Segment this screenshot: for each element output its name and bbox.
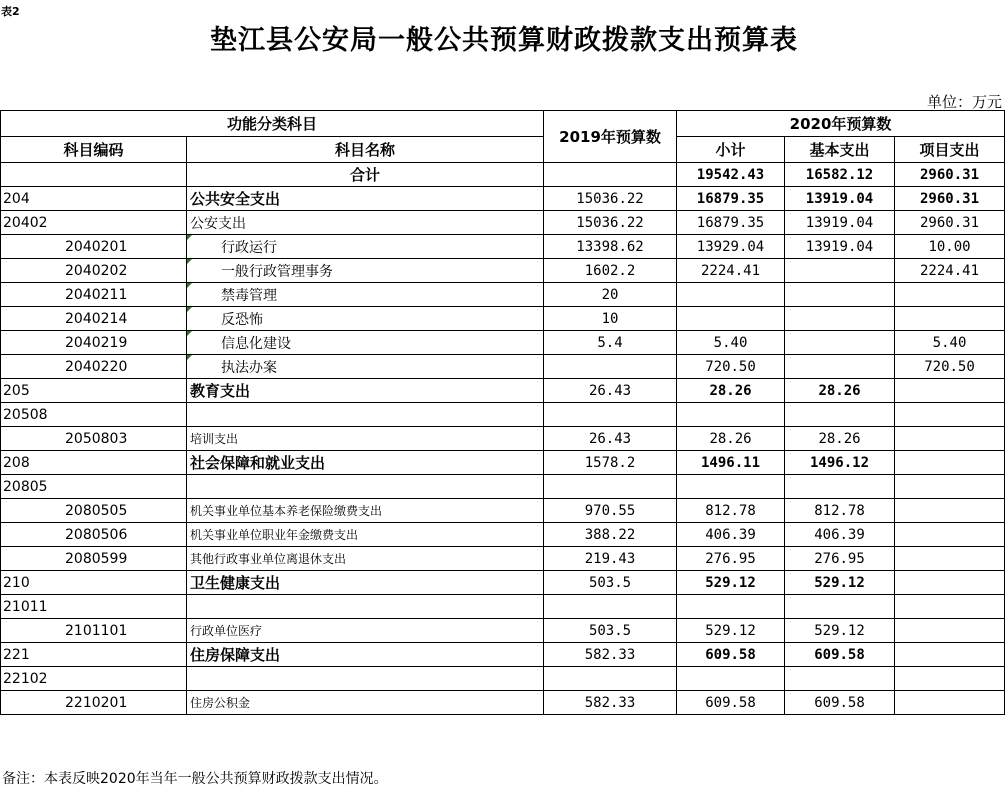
row-name-text: 公安支出: [190, 215, 246, 232]
row-name-text: 教育支出: [190, 382, 251, 400]
row-code: 2040202: [1, 259, 187, 283]
total-2019: [544, 163, 677, 187]
row-basic: [785, 307, 895, 331]
table-row: [1, 283, 1005, 307]
row-basic: 28.26: [785, 427, 895, 451]
row-basic: 13919.04: [785, 187, 895, 211]
row-subtotal: 529.12: [677, 571, 785, 595]
row-name: [187, 211, 544, 235]
row-project: [895, 283, 1005, 307]
row-subtotal: 28.26: [677, 427, 785, 451]
row-subtotal: 1496.11: [677, 451, 785, 475]
row-name: [187, 403, 544, 427]
row-name-text: 其他行政事业单位离退休支出: [190, 552, 347, 566]
row-subtotal: 16879.35: [677, 211, 785, 235]
row-code: 2210201: [1, 691, 187, 715]
row-budget-2019: 582.33: [544, 643, 677, 667]
row-code: 204: [1, 187, 187, 211]
row-budget-2019: 1602.2: [544, 259, 677, 283]
table-row: [1, 211, 1005, 235]
row-budget-2019: 388.22: [544, 523, 677, 547]
row-code: 2080505: [1, 499, 187, 523]
budget-table: [0, 110, 1005, 715]
row-budget-2019: [544, 667, 677, 691]
row-subtotal: [677, 595, 785, 619]
row-basic: [785, 403, 895, 427]
table-row: [1, 643, 1005, 667]
row-basic: 406.39: [785, 523, 895, 547]
row-budget-2019: 26.43: [544, 427, 677, 451]
row-name: [187, 235, 544, 259]
row-project: [895, 595, 1005, 619]
total-project: 2960.31: [895, 163, 1005, 187]
row-budget-2019: 503.5: [544, 619, 677, 643]
cell-comment-marker-icon: [187, 355, 192, 360]
row-project: [895, 379, 1005, 403]
table-row: [1, 403, 1005, 427]
table-row: [1, 235, 1005, 259]
row-name-text: 行政运行: [221, 239, 277, 256]
row-project: 2960.31: [895, 211, 1005, 235]
row-project: [895, 643, 1005, 667]
row-project: 2224.41: [895, 259, 1005, 283]
row-code: 2080506: [1, 523, 187, 547]
header-project: 项目支出: [895, 137, 1005, 163]
row-name: [187, 427, 544, 451]
row-basic: 13919.04: [785, 235, 895, 259]
row-project: 720.50: [895, 355, 1005, 379]
row-project: [895, 547, 1005, 571]
row-subtotal: [677, 475, 785, 499]
row-basic: 28.26: [785, 379, 895, 403]
row-basic: [785, 259, 895, 283]
row-name: [187, 691, 544, 715]
total-row: [1, 163, 1005, 187]
table-row: [1, 691, 1005, 715]
cell-comment-marker-icon: [187, 307, 192, 312]
cell-comment-marker-icon: [187, 283, 192, 288]
cell-comment-marker-icon: [187, 235, 192, 240]
row-basic: 1496.12: [785, 451, 895, 475]
row-code: 2080599: [1, 547, 187, 571]
row-basic: 276.95: [785, 547, 895, 571]
row-subtotal: 28.26: [677, 379, 785, 403]
row-code: 2040211: [1, 283, 187, 307]
row-name-text: 卫生健康支出: [190, 574, 281, 592]
row-budget-2019: 15036.22: [544, 211, 677, 235]
table-row: [1, 331, 1005, 355]
row-code: 208: [1, 451, 187, 475]
row-budget-2019: 219.43: [544, 547, 677, 571]
row-code: 2040214: [1, 307, 187, 331]
row-name-text: 公共安全支出: [190, 190, 281, 208]
header-basic: 基本支出: [785, 137, 895, 163]
row-subtotal: 609.58: [677, 691, 785, 715]
row-basic: 13919.04: [785, 211, 895, 235]
row-name: [187, 547, 544, 571]
row-code: 21011: [1, 595, 187, 619]
row-name-text: 机关事业单位职业年金缴费支出: [190, 528, 359, 542]
table-row: [1, 355, 1005, 379]
row-budget-2019: 10: [544, 307, 677, 331]
row-code: 20402: [1, 211, 187, 235]
table-row: [1, 523, 1005, 547]
row-name-text: 住房保障支出: [190, 646, 281, 664]
row-project: [895, 307, 1005, 331]
cell-comment-marker-icon: [187, 331, 192, 336]
row-subtotal: 13929.04: [677, 235, 785, 259]
row-code: 20508: [1, 403, 187, 427]
row-budget-2019: 13398.62: [544, 235, 677, 259]
row-subtotal: [677, 667, 785, 691]
table-row: [1, 595, 1005, 619]
header-subtotal: 小计: [677, 137, 785, 163]
table-row: [1, 307, 1005, 331]
row-project: [895, 403, 1005, 427]
table-row: [1, 667, 1005, 691]
row-subtotal: [677, 307, 785, 331]
row-project: [895, 475, 1005, 499]
row-name: [187, 187, 544, 211]
header-budget-2020: 2020年预算数: [677, 111, 1005, 137]
row-budget-2019: 26.43: [544, 379, 677, 403]
row-budget-2019: [544, 475, 677, 499]
row-code: 2040220: [1, 355, 187, 379]
row-budget-2019: [544, 403, 677, 427]
row-subtotal: 720.50: [677, 355, 785, 379]
row-basic: 529.12: [785, 619, 895, 643]
row-budget-2019: 1578.2: [544, 451, 677, 475]
row-budget-2019: 582.33: [544, 691, 677, 715]
row-basic: [785, 331, 895, 355]
table-row: [1, 451, 1005, 475]
row-basic: 609.58: [785, 643, 895, 667]
table-row: [1, 475, 1005, 499]
table-row: [1, 571, 1005, 595]
row-basic: [785, 595, 895, 619]
total-subtotal: 19542.43: [677, 163, 785, 187]
row-basic: 812.78: [785, 499, 895, 523]
total-basic: 16582.12: [785, 163, 895, 187]
row-name: [187, 307, 544, 331]
row-code: 2040201: [1, 235, 187, 259]
row-name: [187, 259, 544, 283]
row-code: 2050803: [1, 427, 187, 451]
row-name: [187, 283, 544, 307]
row-budget-2019: 5.4: [544, 331, 677, 355]
page-title: 垫江县公安局一般公共预算财政拨款支出预算表: [210, 25, 798, 56]
row-name-text: 培训支出: [190, 432, 239, 446]
row-name: [187, 331, 544, 355]
row-project: 2960.31: [895, 187, 1005, 211]
row-code: 210: [1, 571, 187, 595]
row-name-text: 信息化建设: [221, 335, 291, 352]
row-basic: 529.12: [785, 571, 895, 595]
row-name-text: 反恐怖: [221, 311, 263, 328]
row-code: 221: [1, 643, 187, 667]
row-subtotal: [677, 403, 785, 427]
row-budget-2019: 503.5: [544, 571, 677, 595]
row-project: [895, 451, 1005, 475]
row-project: [895, 619, 1005, 643]
row-budget-2019: 970.55: [544, 499, 677, 523]
row-subtotal: 16879.35: [677, 187, 785, 211]
row-project: 5.40: [895, 331, 1005, 355]
footnote: 备注：本表反映2020年当年一般公共预算财政拨款支出情况。: [2, 771, 388, 787]
row-basic: [785, 283, 895, 307]
row-subtotal: 276.95: [677, 547, 785, 571]
table-row: [1, 427, 1005, 451]
table-tag: 表2: [1, 5, 20, 18]
row-name: [187, 619, 544, 643]
row-project: [895, 427, 1005, 451]
row-project: [895, 523, 1005, 547]
row-code: 205: [1, 379, 187, 403]
row-code: 2040219: [1, 331, 187, 355]
row-subtotal: 529.12: [677, 619, 785, 643]
row-code: 20805: [1, 475, 187, 499]
row-budget-2019: 15036.22: [544, 187, 677, 211]
row-name-text: 住房公积金: [190, 696, 251, 710]
row-basic: 609.58: [785, 691, 895, 715]
table-row: [1, 619, 1005, 643]
header-code: 科目编码: [1, 137, 187, 163]
row-project: 10.00: [895, 235, 1005, 259]
header-budget-2019: 2019年预算数: [544, 111, 677, 163]
row-name-text: 社会保障和就业支出: [190, 454, 326, 472]
row-name: [187, 475, 544, 499]
row-name: [187, 667, 544, 691]
total-label: 合计: [187, 163, 544, 187]
row-subtotal: [677, 283, 785, 307]
row-subtotal: 2224.41: [677, 259, 785, 283]
row-budget-2019: [544, 355, 677, 379]
row-name-text: 执法办案: [221, 359, 277, 376]
row-basic: [785, 475, 895, 499]
cell-comment-marker-icon: [187, 259, 192, 264]
row-code: 22102: [1, 667, 187, 691]
row-project: [895, 571, 1005, 595]
table-row: [1, 187, 1005, 211]
row-budget-2019: [544, 595, 677, 619]
row-project: [895, 499, 1005, 523]
unit-label: 单位：万元: [926, 93, 1002, 111]
row-basic: [785, 355, 895, 379]
row-subtotal: 812.78: [677, 499, 785, 523]
row-name-text: 机关事业单位基本养老保险缴费支出: [190, 504, 383, 518]
row-name-text: 禁毒管理: [221, 287, 277, 304]
header-name: 科目名称: [187, 137, 544, 163]
table-row: [1, 499, 1005, 523]
row-name-text: 行政单位医疗: [190, 624, 263, 638]
row-name: [187, 451, 544, 475]
row-name: [187, 595, 544, 619]
row-name: [187, 355, 544, 379]
row-name-text: 一般行政管理事务: [221, 263, 333, 280]
row-name: [187, 571, 544, 595]
row-subtotal: 609.58: [677, 643, 785, 667]
row-subtotal: 406.39: [677, 523, 785, 547]
row-project: [895, 691, 1005, 715]
row-name: [187, 499, 544, 523]
row-name: [187, 523, 544, 547]
row-subtotal: 5.40: [677, 331, 785, 355]
table-row: [1, 379, 1005, 403]
table-row: [1, 259, 1005, 283]
row-name: [187, 643, 544, 667]
total-code-cell: [1, 163, 187, 187]
row-code: 2101101: [1, 619, 187, 643]
row-name: [187, 379, 544, 403]
row-project: [895, 667, 1005, 691]
table-row: [1, 547, 1005, 571]
row-budget-2019: 20: [544, 283, 677, 307]
row-basic: [785, 667, 895, 691]
header-func-class: 功能分类科目: [1, 111, 544, 137]
